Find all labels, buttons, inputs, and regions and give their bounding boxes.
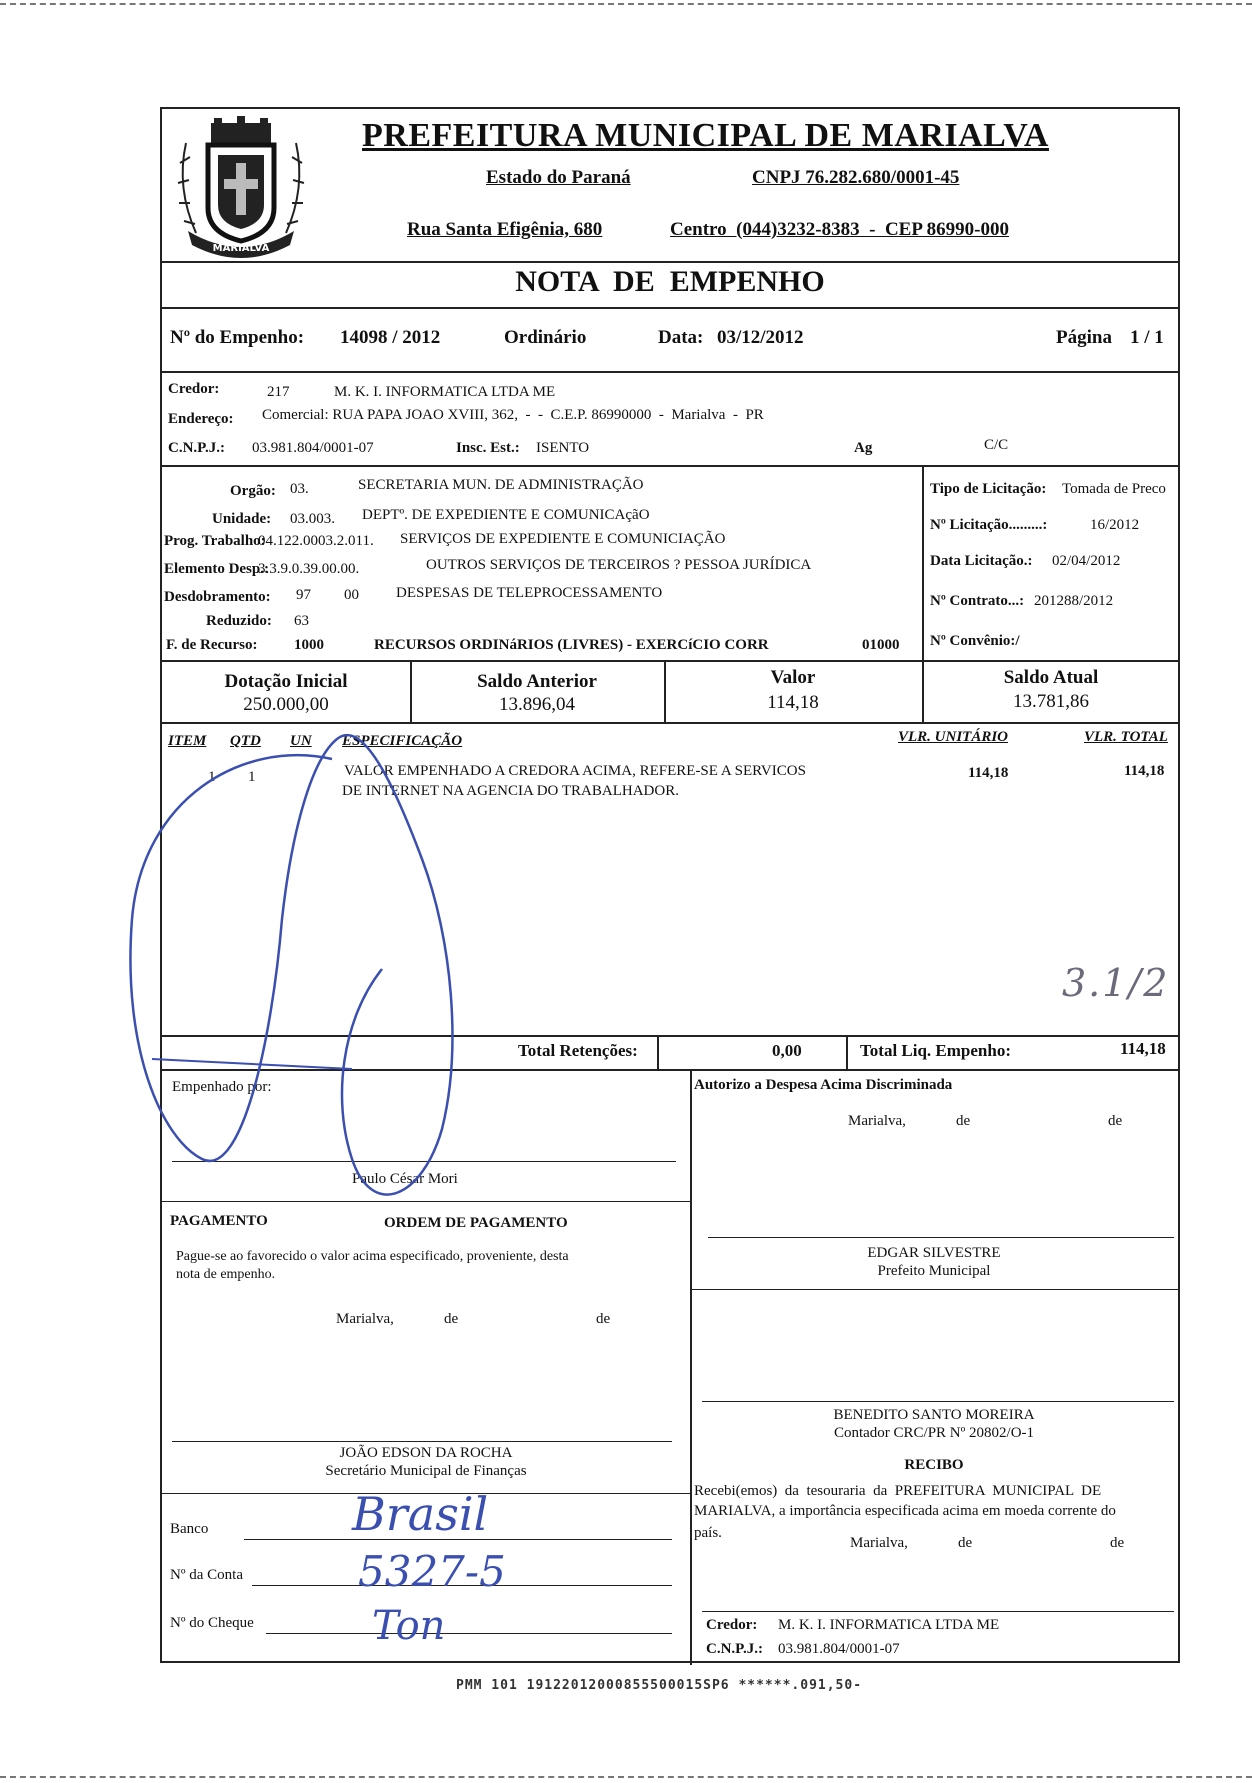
dotacao-inicial-value: 250.000,00 — [243, 694, 329, 715]
divider-budget — [162, 660, 1178, 662]
document-title: NOTA DE EMPENHO — [515, 265, 825, 298]
col-unit-header: VLR. UNITÁRIO — [898, 729, 1009, 745]
divider-budget-vertical — [922, 465, 924, 660]
cheque-label: Nº do Cheque — [170, 1615, 254, 1631]
divider-header — [162, 261, 1178, 263]
banco-handwritten-value: Brasil — [352, 1487, 489, 1541]
autorizo-de2: de — [1108, 1113, 1123, 1129]
conta-label: Nº da Conta — [170, 1567, 243, 1583]
tipo-licitacao-label: Tipo de Licitação: — [930, 481, 1047, 497]
contador-signer: BENEDITO SANTO MOREIRA — [833, 1407, 1035, 1423]
empenho-date: 03/12/2012 — [717, 327, 804, 348]
licitacao-num-label: Nº Licitação.........: — [930, 517, 1048, 533]
recurso-code2: 01000 — [862, 637, 900, 653]
divider-totals — [162, 1069, 1178, 1071]
empenho-number: 14098 / 2012 — [340, 327, 441, 348]
elemento-code: 3.3.9.0.39.00.00. — [258, 561, 360, 577]
credor-cnpj: 03.981.804/0001-07 — [252, 440, 374, 456]
item-number: 1 — [208, 769, 216, 785]
col-total-header: VLR. TOTAL — [1084, 729, 1168, 745]
col-item-header: ITEM — [168, 733, 207, 749]
recibo-de1: de — [958, 1535, 973, 1551]
divider-empenho — [162, 371, 1178, 373]
empenhado-signature-line — [172, 1161, 676, 1162]
item-total-value: 114,18 — [1124, 763, 1165, 779]
reduzido-value: 63 — [294, 613, 309, 629]
col-qtd-header: QTD — [230, 733, 261, 749]
prog-label: Prog. Trabalho: — [164, 533, 266, 549]
autorizo-signer: EDGAR SILVESTRE — [867, 1245, 1001, 1261]
item-unit-value: 114,18 — [968, 765, 1009, 781]
desdobramento-label: Desdobramento: — [164, 589, 271, 605]
divider-balances — [162, 722, 1178, 724]
elemento-label: Elemento Desp.: — [164, 561, 269, 577]
divider-title — [162, 307, 1178, 309]
orgao-label: Orgão: — [230, 483, 276, 499]
org-contact: Centro (044)3232-8383 - CEP 86990-000 — [670, 219, 1009, 240]
credor-address-label: Endereço: — [168, 411, 234, 427]
desdobramento-code1: 97 — [296, 587, 311, 603]
divider-pagamento — [162, 1201, 690, 1202]
seal-text: MARIALVA — [212, 243, 270, 254]
credor-name: M. K. I. INFORMATICA LTDA ME — [334, 384, 556, 400]
conta-handwritten-value: 5327-5 — [358, 1547, 506, 1596]
item-spec-line1: VALOR EMPENHADO A CREDORA ACIMA, REFERE-SE A SERVICOS — [344, 763, 806, 779]
elemento-desc: OUTROS SERVIÇOS DE TERCEIROS ? PESSOA JURÍDICA — [426, 557, 812, 573]
cheque-handwritten-value: Ton — [372, 1603, 446, 1649]
recibo-line2: MARIALVA, a importância especificada acima em moeda corrente do — [694, 1503, 1116, 1519]
convenio-label: Nº Convênio:/ — [930, 633, 1020, 649]
recibo-label: RECIBO — [904, 1457, 964, 1473]
recibo-line3: país. — [694, 1525, 722, 1541]
recibo-line1: Recebi(emos) da tesouraria da PREFEITURA MUNICIPAL DE — [694, 1483, 1102, 1499]
footer-mechanical-code: PMM 101 19122012000855500015SP6 ******.091,50- — [456, 1678, 863, 1693]
handwritten-signature-scribble — [122, 719, 542, 1279]
state-name: Estado do Paraná — [486, 167, 631, 188]
autorizo-de1: de — [956, 1113, 971, 1129]
municipal-seal — [166, 113, 316, 263]
divider-totals-1 — [657, 1035, 659, 1069]
pagamento-label: PAGAMENTO — [170, 1213, 268, 1229]
saldo-anterior-label: Saldo Anterior — [477, 671, 597, 692]
recibo-cnpj: 03.981.804/0001-07 — [778, 1641, 900, 1657]
empenho-date-label: Data: — [658, 327, 704, 348]
autorizo-signature-line — [708, 1237, 1174, 1238]
retencoes-value: 0,00 — [772, 1041, 802, 1060]
autorizo-label: Autorizo a Despesa Acima Discriminada — [694, 1077, 953, 1093]
total-liq-value: 114,18 — [1120, 1039, 1166, 1058]
item-spec-line2: DE INTERNET NA AGENCIA DO TRABALHADOR. — [342, 783, 679, 799]
autorizo-role: Prefeito Municipal — [877, 1263, 991, 1279]
handwritten-page-note: 3.1/2 — [1062, 961, 1170, 1005]
pagamento-signature-line — [172, 1441, 672, 1442]
divider-credor — [162, 465, 1178, 467]
recurso-desc: RECURSOS ORDINáRIOS (LIVRES) - EXERCíCIO CORR — [374, 637, 769, 653]
recibo-de2: de — [1110, 1535, 1125, 1551]
unidade-desc: DEPTº. DE EXPEDIENTE E COMUNICAçãO — [362, 507, 650, 523]
contador-signature-line — [702, 1401, 1174, 1402]
pagamento-text-line2: nota de empenho. — [176, 1267, 276, 1282]
org-name: PREFEITURA MUNICIPAL DE MARIALVA — [362, 117, 1049, 154]
recibo-cnpj-label: C.N.P.J.: — [706, 1641, 763, 1657]
orgao-code: 03. — [290, 481, 309, 497]
credor-ie-label: Insc. Est.: — [456, 440, 520, 456]
col-spec-header: ESPECIFICAÇÃO — [342, 733, 463, 749]
pagamento-de1: de — [444, 1311, 459, 1327]
contrato-value: 201288/2012 — [1034, 593, 1114, 609]
tipo-licitacao: Tomada de Preco — [1062, 481, 1166, 497]
pagamento-de2: de — [596, 1311, 611, 1327]
total-liq-label: Total Liq. Empenho: — [860, 1041, 1011, 1060]
credor-cnpj-label: C.N.P.J.: — [168, 440, 225, 456]
licitacao-data: 02/04/2012 — [1052, 553, 1121, 569]
divider-items — [162, 1035, 1178, 1037]
recibo-credor: M. K. I. INFORMATICA LTDA ME — [778, 1617, 1000, 1633]
divider-contador — [690, 1289, 1178, 1290]
page-label: Página — [1056, 327, 1112, 348]
unidade-label: Unidade: — [212, 511, 272, 527]
credor-address: Comercial: RUA PAPA JOAO XVIII, 362, - - C.E.P. 86990000 - Marialva - PR — [262, 407, 764, 423]
dotacao-inicial-label: Dotação Inicial — [224, 671, 348, 692]
empenho-number-label: Nº do Empenho: — [170, 327, 305, 348]
saldo-atual-label: Saldo Atual — [1003, 667, 1099, 688]
scan-top-edge — [0, 3, 1252, 5]
page-number: 1 / 1 — [1130, 327, 1164, 348]
desdobramento-desc: DESPESAS DE TELEPROCESSAMENTO — [396, 585, 663, 601]
recibo-city: Marialva, — [850, 1535, 908, 1551]
saldo-atual-value: 13.781,86 — [1013, 691, 1089, 712]
col-un-header: UN — [290, 733, 312, 749]
recurso-label: F. de Recurso: — [166, 637, 258, 653]
org-cnpj: CNPJ 76.282.680/0001-45 — [752, 167, 960, 188]
empenho-type: Ordinário — [504, 327, 587, 348]
empenhado-signer: Paulo César Mori — [352, 1171, 458, 1187]
retencoes-label: Total Retenções: — [518, 1041, 638, 1060]
credor-ie: ISENTO — [536, 440, 590, 456]
saldo-anterior-value: 13.896,04 — [499, 694, 575, 715]
pagamento-role: Secretário Municipal de Finanças — [325, 1463, 527, 1479]
contrato-label: Nº Contrato...: — [930, 593, 1025, 609]
org-address: Rua Santa Efigênia, 680 — [407, 219, 603, 240]
divider-signatures-vertical — [690, 1069, 692, 1665]
divider-totals-2 — [846, 1035, 848, 1069]
recibo-credor-label: Credor: — [706, 1617, 758, 1633]
credor-label: Credor: — [168, 381, 220, 397]
nota-de-empenho-document — [160, 107, 1180, 1663]
licitacao-num: 16/2012 — [1090, 517, 1140, 533]
orgao-desc: SECRETARIA MUN. DE ADMINISTRAÇÃO — [358, 477, 644, 493]
prog-desc: SERVIÇOS DE EXPEDIENTE E COMUNICIAÇÃO — [400, 531, 726, 547]
contador-role: Contador CRC/PR Nº 20802/O-1 — [833, 1425, 1035, 1441]
licitacao-data-label: Data Licitação.: — [930, 553, 1033, 569]
desdobramento-code2: 00 — [344, 587, 359, 603]
cheque-line — [266, 1633, 672, 1634]
autorizo-city: Marialva, — [848, 1113, 906, 1129]
prog-code: 04.122.0003.2.011. — [258, 533, 374, 549]
ordem-pagamento-label: ORDEM DE PAGAMENTO — [384, 1215, 568, 1231]
pagamento-text-line1: Pague-se ao favorecido o valor acima especificado, proveniente, desta — [176, 1249, 569, 1264]
credor-ag-label: Ag — [854, 440, 873, 456]
banco-label: Banco — [170, 1521, 209, 1537]
pagamento-city: Marialva, — [336, 1311, 394, 1327]
valor-value: 114,18 — [767, 692, 819, 713]
reduzido-label: Reduzido: — [206, 613, 272, 629]
unidade-code: 03.003. — [290, 511, 335, 527]
recurso-code: 1000 — [294, 637, 324, 653]
valor-label: Valor — [770, 667, 816, 688]
credor-cc-label: C/C — [984, 437, 1009, 453]
pagamento-signer: JOÃO EDSON DA ROCHA — [339, 1445, 513, 1461]
scan-bottom-edge — [0, 1776, 1252, 1778]
item-qtd: 1 — [248, 769, 256, 785]
recibo-signature-line — [702, 1611, 1174, 1612]
empenhado-label: Empenhado por: — [172, 1079, 272, 1095]
credor-code: 217 — [267, 384, 290, 400]
